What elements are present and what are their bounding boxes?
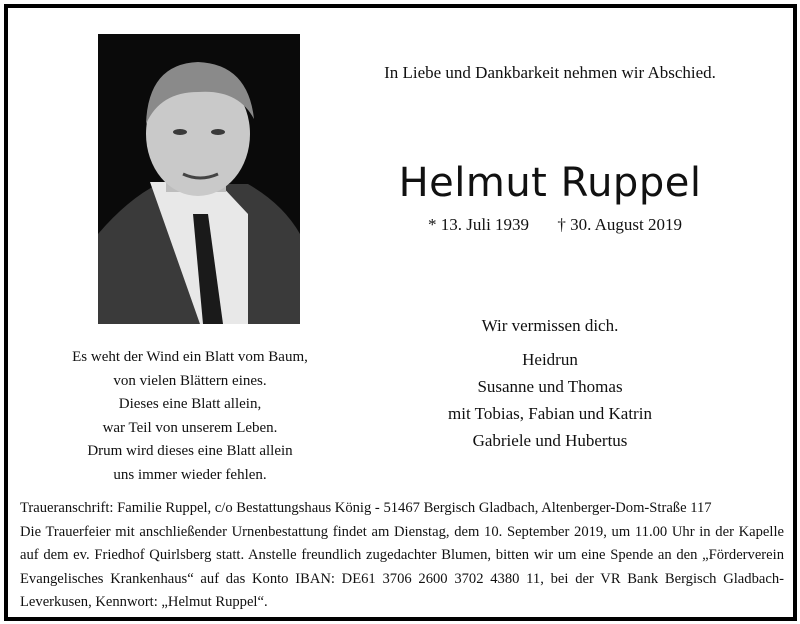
- birth-date: * 13. Juli 1939: [428, 215, 530, 234]
- poem-line: Es weht der Wind ein Blatt vom Baum,: [72, 349, 308, 365]
- portrait-photo: [98, 34, 300, 324]
- intro-line: In Liebe und Dankbarkeit nehmen wir Abschied.: [384, 63, 716, 82]
- death-date: † 30. August 2019: [557, 215, 682, 234]
- farewell-phrase: Wir vermissen dich.: [481, 316, 619, 335]
- poem-line: uns immer wieder fehlen.: [113, 466, 267, 483]
- mourning-address: Traueranschrift: Familie Ruppel, c/o Bestattungshaus König - 51467 Bergisch Gladbach, Altenberger-Dom-Straße 117: [20, 500, 712, 516]
- deceased-name: Helmut Ruppel: [398, 160, 702, 206]
- poem: [40, 346, 340, 487]
- mourner-line: Gabriele und Hubertus: [472, 431, 628, 450]
- poem-line: Dieses eine Blatt allein,: [118, 396, 262, 412]
- funeral-information: [20, 497, 784, 615]
- mourner-line: mit Tobias, Fabian und Katrin: [448, 404, 652, 423]
- mourners-list: [380, 346, 720, 454]
- poem-line: von vielen Blättern eines.: [113, 372, 267, 389]
- ceremony-details: Die Trauerfeier mit anschließender Urnenbestattung findet am Dienstag, dem 10. September 2019, um 11.00 Uhr in der Kapelle auf dem ev. Friedhof Quirlsberg statt. Anstelle freundlich zugedachter Blumen, bitten wir um eine Spende an den „Förderverein Evangelisches Krankenhaus“ auf das Konto IBAN: DE61 3706 2600 3702 4380 11, bei der VR Bank Bergisch Gladbach-Leverkusen, Kennwort: „Helmut Ruppel“.: [20, 523, 784, 610]
- life-dates: [400, 215, 710, 235]
- mourner-line: Susanne und Thomas: [477, 377, 623, 396]
- mourner-line: Heidrun: [522, 350, 578, 369]
- poem-line: Drum wird dieses eine Blatt allein: [87, 443, 293, 459]
- poem-line: war Teil von unserem Leben.: [102, 419, 278, 436]
